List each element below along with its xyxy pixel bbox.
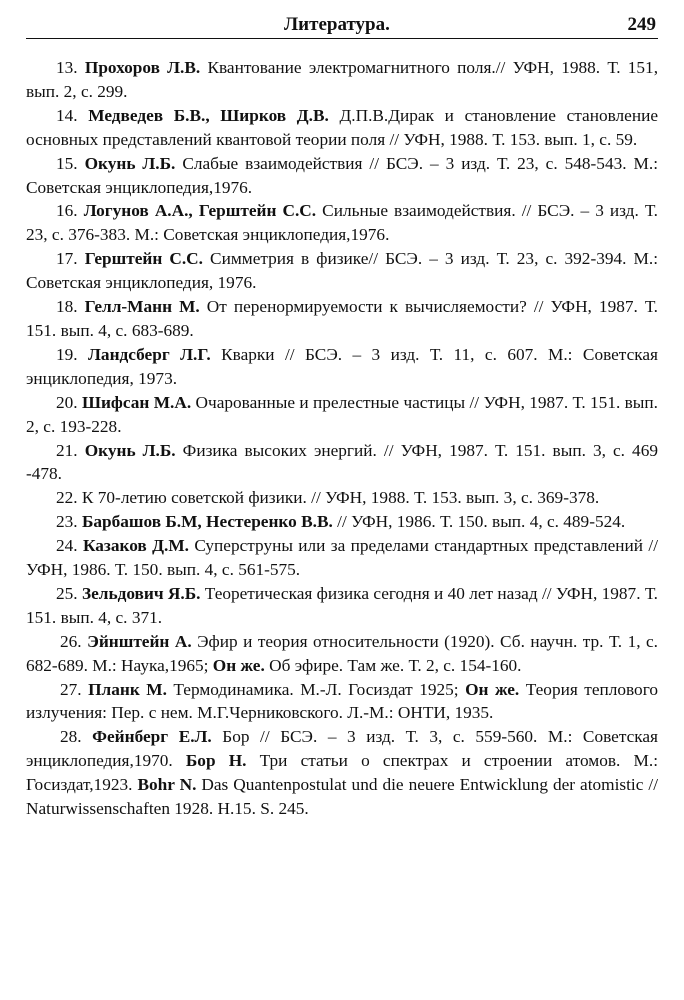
reference-item-22 <box>26 486 658 510</box>
ref-author-3: Bohr N. <box>137 775 197 795</box>
ref-author: Окунь Л.Б. <box>84 440 176 460</box>
ref-text: Слабые взаимодействия // БСЭ. – 3 изд. Т. 23, с. 548-543. М.: Советская энциклопедия,1976. <box>26 153 658 197</box>
ref-author: Прохоров Л.В. <box>84 58 201 77</box>
ref-author: Окунь Л.Б. <box>84 153 176 173</box>
ref-number: 22. <box>56 488 78 508</box>
ref-number: 17. <box>56 249 78 269</box>
ref-number: 18. <box>56 297 78 317</box>
ref-number: 20. <box>56 392 78 412</box>
ref-text: Кварки // БСЭ. – 3 изд. Т. 11, с. 607. М.: Советская энциклопедия, 1973. <box>26 344 658 388</box>
ref-text: Бор // БСЭ. – 3 изд. Т. 3, с. 559-560. М.: Советская энциклопедия,1970. <box>26 727 659 771</box>
ref-author-2: Он же. <box>212 655 265 675</box>
ref-number: 27. <box>60 679 82 699</box>
reference-item-21 <box>26 439 658 487</box>
ref-text: К 70-летию советской физики. // УФН, 1988. Т. 153. вып. 3, с. 369-378. <box>77 488 600 508</box>
ref-number: 14. <box>56 105 78 125</box>
reference-item-18 <box>26 295 658 343</box>
ref-author: Планк М. <box>88 679 167 699</box>
ref-author: Фейнберг Е.Л. <box>92 727 212 747</box>
ref-text: От перенормируемости к вычисляемости? // УФН, 1987. Т. 151. вып. 4, с. 683-689. <box>26 297 659 340</box>
ref-author: Гелл-Манн М. <box>84 297 200 317</box>
ref-author-2: Бор Н. <box>185 751 247 771</box>
ref-author-2: Он же. <box>465 679 520 699</box>
ref-author: Барбашов Б.М, Нестеренко В.В. <box>81 512 333 532</box>
reference-item-27 <box>26 678 658 726</box>
reference-item-25 <box>26 582 658 630</box>
ref-text: Очарованные и прелестные частицы // УФН, 1987. Т. 151. вып. 2, с. 193-228. <box>26 392 658 436</box>
ref-author: Медведев Б.В., Ширков Д.В. <box>88 105 329 125</box>
ref-number: 16. <box>56 201 78 221</box>
ref-text: // УФН, 1986. Т. 150. вып. 4, с. 489-524. <box>332 512 626 532</box>
ref-number: 23. <box>56 512 78 532</box>
reference-item-14 <box>26 104 658 152</box>
ref-number: 21. <box>56 440 78 460</box>
ref-text-2: Об эфире. Там же. Т. 2, с. 154-160. <box>264 655 522 675</box>
ref-text: Физика высоких энергий. // УФН, 1987. Т. 151. вып. 3, с. 469 -478. <box>26 440 658 484</box>
ref-author: Герштейн С.С. <box>84 249 203 269</box>
ref-author: Ландсберг Л.Г. <box>88 344 211 364</box>
ref-text-2: Теория теплового излучения: Пер. с нем. М.Г.Черниковского. Л.-М.: ОНТИ, 1935. <box>26 679 658 723</box>
ref-text-2: Три статьи о спектрах и строении атомов. М.: Госиздат,1923. <box>26 751 658 795</box>
page-header <box>26 8 658 39</box>
ref-number: 24. <box>56 536 78 556</box>
reference-item-20 <box>26 391 658 439</box>
ref-text: Термодинамика. М.-Л. Госиздат 1925; <box>166 679 466 699</box>
reference-item-19 <box>26 343 658 391</box>
reference-item-16 <box>26 199 658 247</box>
ref-text: Эфир и теория относительности (1920). Сб. научн. тр. Т. 1, с. 682-689. М.: Наука,1965; <box>26 631 659 675</box>
running-title: Литература. <box>284 14 390 35</box>
ref-number: 28. <box>60 727 82 747</box>
ref-text: Теоретическая физика сегодня и 40 лет назад // УФН, 1987. Т. 151. вып. 4, с. 371. <box>26 583 658 627</box>
reference-item-28 <box>26 725 658 821</box>
ref-text: Сильные взаимодействия. // БСЭ. – 3 изд. Т. 23, с. 376-383. М.: Советская энциклопедия,1976. <box>26 201 658 245</box>
ref-number: 15. <box>56 153 78 173</box>
page-number: 249 <box>627 14 656 35</box>
ref-text: Квантование электромагнитного поля.// УФН, 1988. Т. 151, вып. 2, с. 299. <box>26 58 659 101</box>
reference-item-23 <box>26 510 658 534</box>
ref-author: Шифсан М.А. <box>81 392 192 412</box>
ref-number: 25. <box>56 583 78 603</box>
ref-author: Казаков Д.М. <box>82 536 189 556</box>
reference-item-13 <box>26 56 658 104</box>
ref-text: Суперструны или за пределами стандартных представлений // УФН, 1986. Т. 150. вып. 4, с. 561-575. <box>26 536 659 580</box>
reference-item-24 <box>26 534 658 582</box>
reference-item-15 <box>26 152 658 200</box>
ref-number: 13. <box>56 58 78 77</box>
reference-item-26 <box>26 630 658 678</box>
ref-text: Д.П.В.Дирак и становление становление основных представлений квантовой теории поля // УФН, 1988. Т. 153. вып. 1, с. 59. <box>26 105 658 149</box>
ref-number: 19. <box>56 344 78 364</box>
ref-text-3: Das Quantenpostulat und die neuere Entwicklung der atomistic // Naturwissenschaften 1928. H.15. S. 245. <box>26 775 658 819</box>
ref-number: 26. <box>60 631 82 651</box>
ref-text: Симметрия в физике// БСЭ. – 3 изд. Т. 23, с. 392-394. М.: Советская энциклопедия, 1976. <box>26 249 658 293</box>
ref-author: Эйнштейн А. <box>87 631 192 651</box>
reference-item-17 <box>26 247 658 295</box>
reference-list <box>26 56 658 821</box>
ref-author: Зельдович Я.Б. <box>81 583 201 603</box>
ref-author: Логунов А.А., Герштейн С.С. <box>83 201 317 221</box>
